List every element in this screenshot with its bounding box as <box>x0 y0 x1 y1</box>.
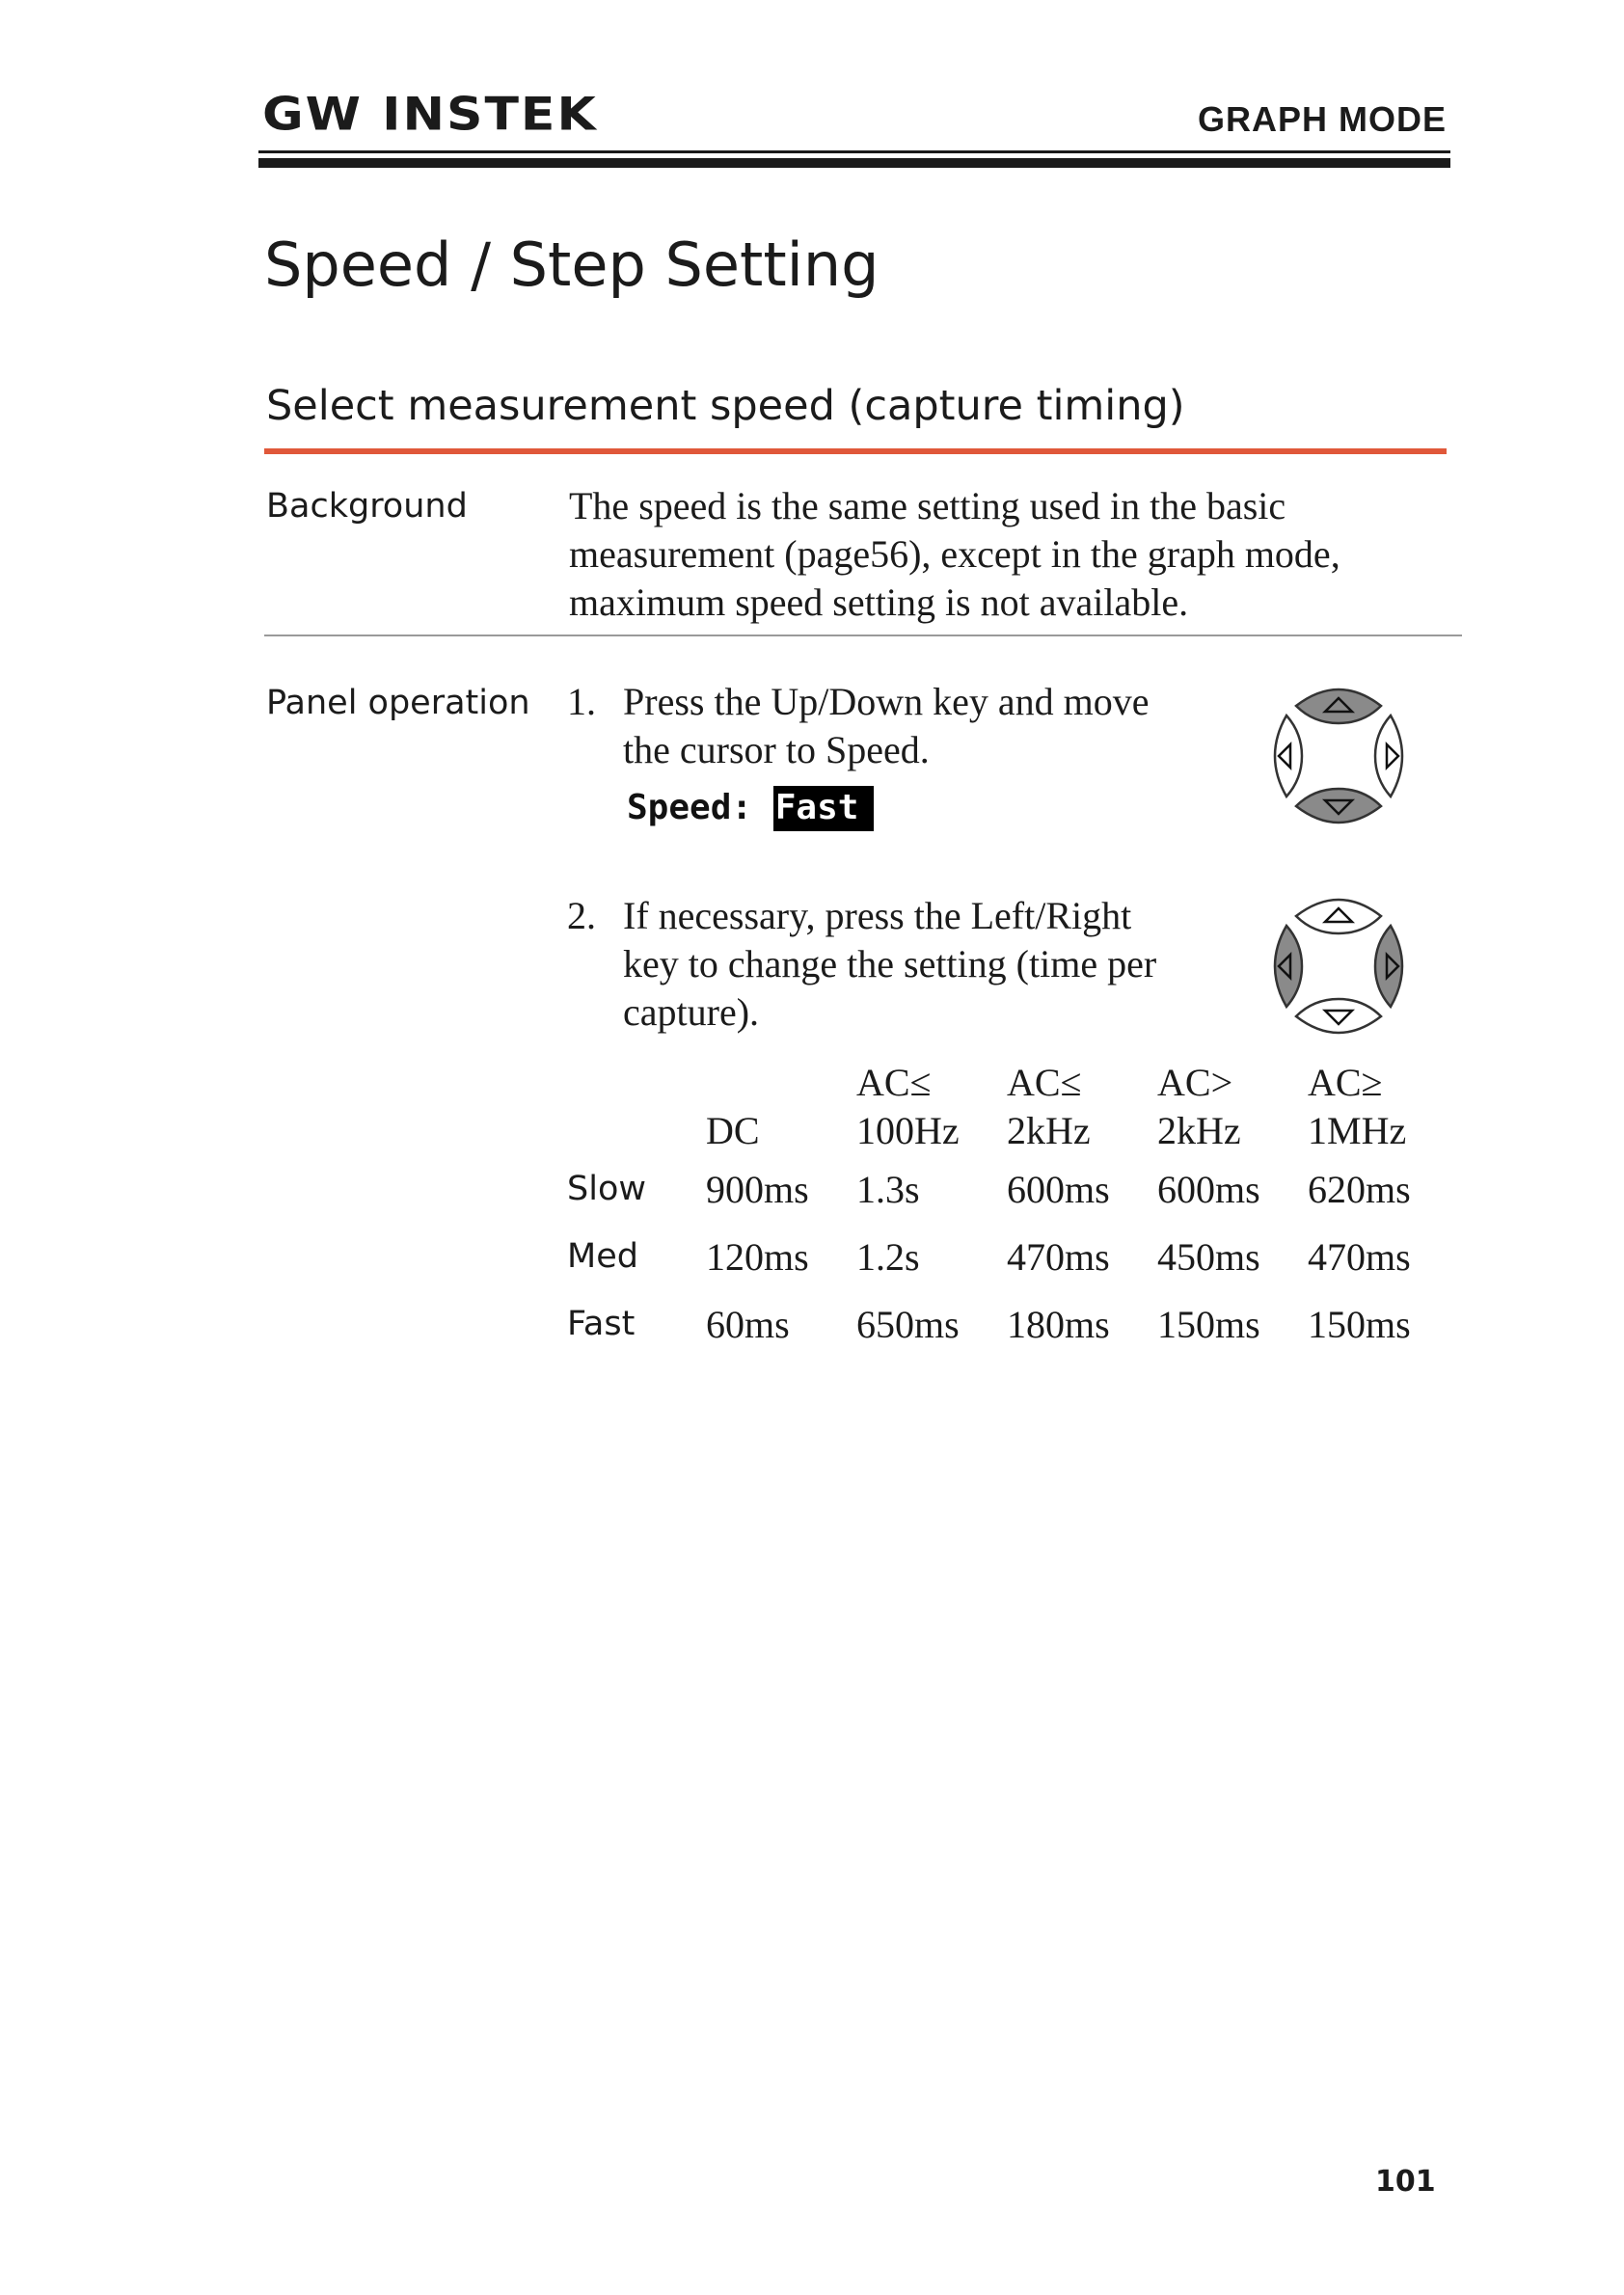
background-text <box>569 482 1456 627</box>
header-line: 2kHz <box>1157 1109 1241 1152</box>
brand-logo: GW INSTEK <box>262 89 598 142</box>
header-line: 100Hz <box>856 1109 960 1152</box>
subtitle-underline <box>264 448 1447 454</box>
header-line: DC <box>706 1109 760 1152</box>
step-line: the cursor to Speed. <box>623 728 930 771</box>
table-cell: 60ms <box>706 1302 790 1346</box>
row-label: Slow <box>567 1170 646 1208</box>
background-label: Background <box>266 487 468 526</box>
step-number: 1. <box>567 680 596 723</box>
step-line: Press the Up/Down key and move <box>623 680 1150 723</box>
page-title: Speed / Step Setting <box>264 230 880 300</box>
lcd-label: Speed: <box>627 788 753 827</box>
step-text <box>623 892 1259 1037</box>
table-header-cell <box>1007 1059 1157 1155</box>
lcd-speed-display <box>627 788 874 827</box>
left-right-keys-icon <box>1258 889 1420 1043</box>
table-header-cell <box>567 1059 706 1155</box>
header-line: AC≤ <box>1007 1061 1082 1104</box>
step-line: capture). <box>623 990 760 1034</box>
background-line: measurement (page56), except in the graph mode, <box>569 532 1340 576</box>
table-header-row <box>567 1059 1454 1155</box>
step-line: key to change the setting (time per <box>623 942 1157 986</box>
background-line: maximum speed setting is not available. <box>569 580 1189 624</box>
table-cell: 450ms <box>1157 1234 1260 1279</box>
table-header-cell <box>856 1059 1007 1155</box>
table-header-cell <box>706 1059 856 1155</box>
table-cell: 650ms <box>856 1302 960 1346</box>
table-cell: 120ms <box>706 1234 809 1279</box>
table-cell: 900ms <box>706 1167 809 1211</box>
page-number: 101 <box>1375 2165 1436 2199</box>
table-cell: 1.2s <box>856 1234 920 1279</box>
table-cell: 470ms <box>1007 1234 1110 1279</box>
up-down-keys-icon <box>1258 679 1420 833</box>
header-line: AC≥ <box>1308 1061 1383 1104</box>
row-label: Fast <box>567 1305 636 1343</box>
table-header-cell <box>1157 1059 1308 1155</box>
table-cell: 150ms <box>1308 1302 1411 1346</box>
table-cell: 180ms <box>1007 1302 1110 1346</box>
header-rule <box>258 150 1450 153</box>
step-number: 2. <box>567 894 596 937</box>
header-line: AC≤ <box>856 1061 932 1104</box>
step-line: If necessary, press the Left/Right <box>623 894 1132 937</box>
header-line: 2kHz <box>1007 1109 1091 1152</box>
row-label: Med <box>567 1237 638 1276</box>
table-cell: 620ms <box>1308 1167 1411 1211</box>
table-cell: 150ms <box>1157 1302 1260 1346</box>
lcd-value-highlighted: Fast <box>773 786 875 831</box>
table-cell: 1.3s <box>856 1167 920 1211</box>
panel-operation-label: Panel operation <box>266 684 530 722</box>
section-subtitle: Select measurement speed (capture timing) <box>266 382 1185 430</box>
header-line: AC> <box>1157 1061 1233 1104</box>
speed-table <box>567 1059 1454 1358</box>
table-cell: 600ms <box>1007 1167 1110 1211</box>
table-header-cell <box>1308 1059 1454 1155</box>
section-label: GRAPH MODE <box>1197 99 1447 139</box>
row-divider <box>264 634 1462 636</box>
background-line: The speed is the same setting used in the basic <box>569 484 1286 527</box>
step-text <box>623 678 1259 774</box>
table-cell: 470ms <box>1308 1234 1411 1279</box>
header-rule-thick <box>258 158 1450 168</box>
header-line: 1MHz <box>1308 1109 1407 1152</box>
table-row <box>567 1290 1454 1358</box>
table-row <box>567 1155 1454 1223</box>
table-row <box>567 1223 1454 1290</box>
table-cell: 600ms <box>1157 1167 1260 1211</box>
